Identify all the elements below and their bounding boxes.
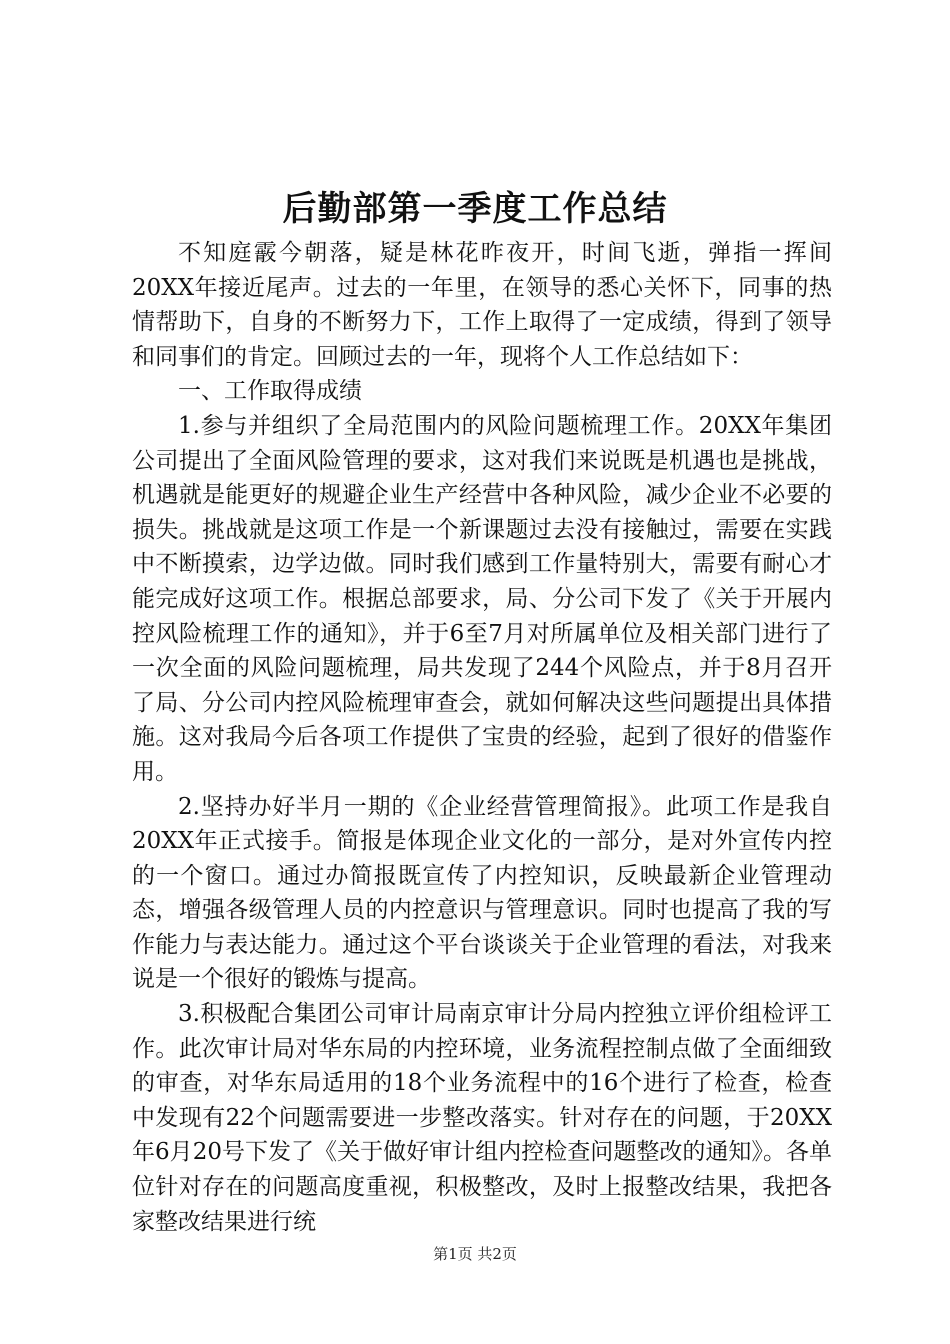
paragraph-item-1: 1.参与并组织了全局范围内的风险问题梳理工作。20XX年集团公司提出了全面风险管理的要求，这对我们来说既是机遇也是挑战，机遇就是能更好的规避企业生产经营中各种风险，减少企业不必要的损失。挑战就是这项工作是一个新课题过去没有接触过，需要在实践中不断摸索，边学边做。同时我们感到工作量特别大，需要有耐心才能完成好这项工作。根据总部要求，局、分公司下发了《关于开展内控风险梳理工作的通知》，并于6至7月对所属单位及相关部门进行了一次全面的风险问题梳理，局共发现了244个风险点，并于8月召开了局、分公司内控风险梳理审查会，就如何解决这些问题提出具体措施。这对我局今后各项工作提供了宝贵的经验，起到了很好的借鉴作用。: [132, 412, 832, 785]
document-title: 后勤部第一季度工作总结: [282, 189, 668, 229]
paragraph-item-3: 3.积极配合集团公司审计局南京审计分局内控独立评价组检评工作。此次审计局对华东局的内控环境，业务流程控制点做了全面细致的审查，对华东局适用的18个业务流程中的16个进行了检查，检查中发现有22个问题需要进一步整改落实。针对存在的问题，于20XX年6月20号下发了《关于做好审计组内控检查问题整改的通知》。各单位针对存在的问题高度重视，积极整改，及时上报整改结果，我把各家整改结果进行统: [132, 1001, 832, 1235]
document-body: [132, 236, 832, 1239]
paragraph-intro: 不知庭霰今朝落，疑是林花昨夜开，时间飞逝，弹指一挥间20XX年接近尾声。过去的一年里，在领导的悉心关怀下，同事的热情帮助下，自身的不断努力下，工作上取得了一定成绩，得到了领导和同事们的肯定。回顾过去的一年，现将个人工作总结如下：: [132, 240, 832, 370]
paragraph-item-2: 2.坚持办好半月一期的《企业经营管理简报》。此项工作是我自20XX年正式接手。简报是体现企业文化的一部分，是对外宣传内控的一个窗口。通过办简报既宣传了内控知识，反映最新企业管理动态，增强各级管理人员的内控意识与管理意识。同时也提高了我的写作能力与表达能力。通过这个平台谈谈关于企业管理的看法，对我来说是一个很好的锻炼与提高。: [132, 793, 832, 993]
section-heading-achievements: 一、工作取得成绩: [178, 378, 362, 405]
page-footer: 第1页 共2页: [433, 1245, 517, 1263]
